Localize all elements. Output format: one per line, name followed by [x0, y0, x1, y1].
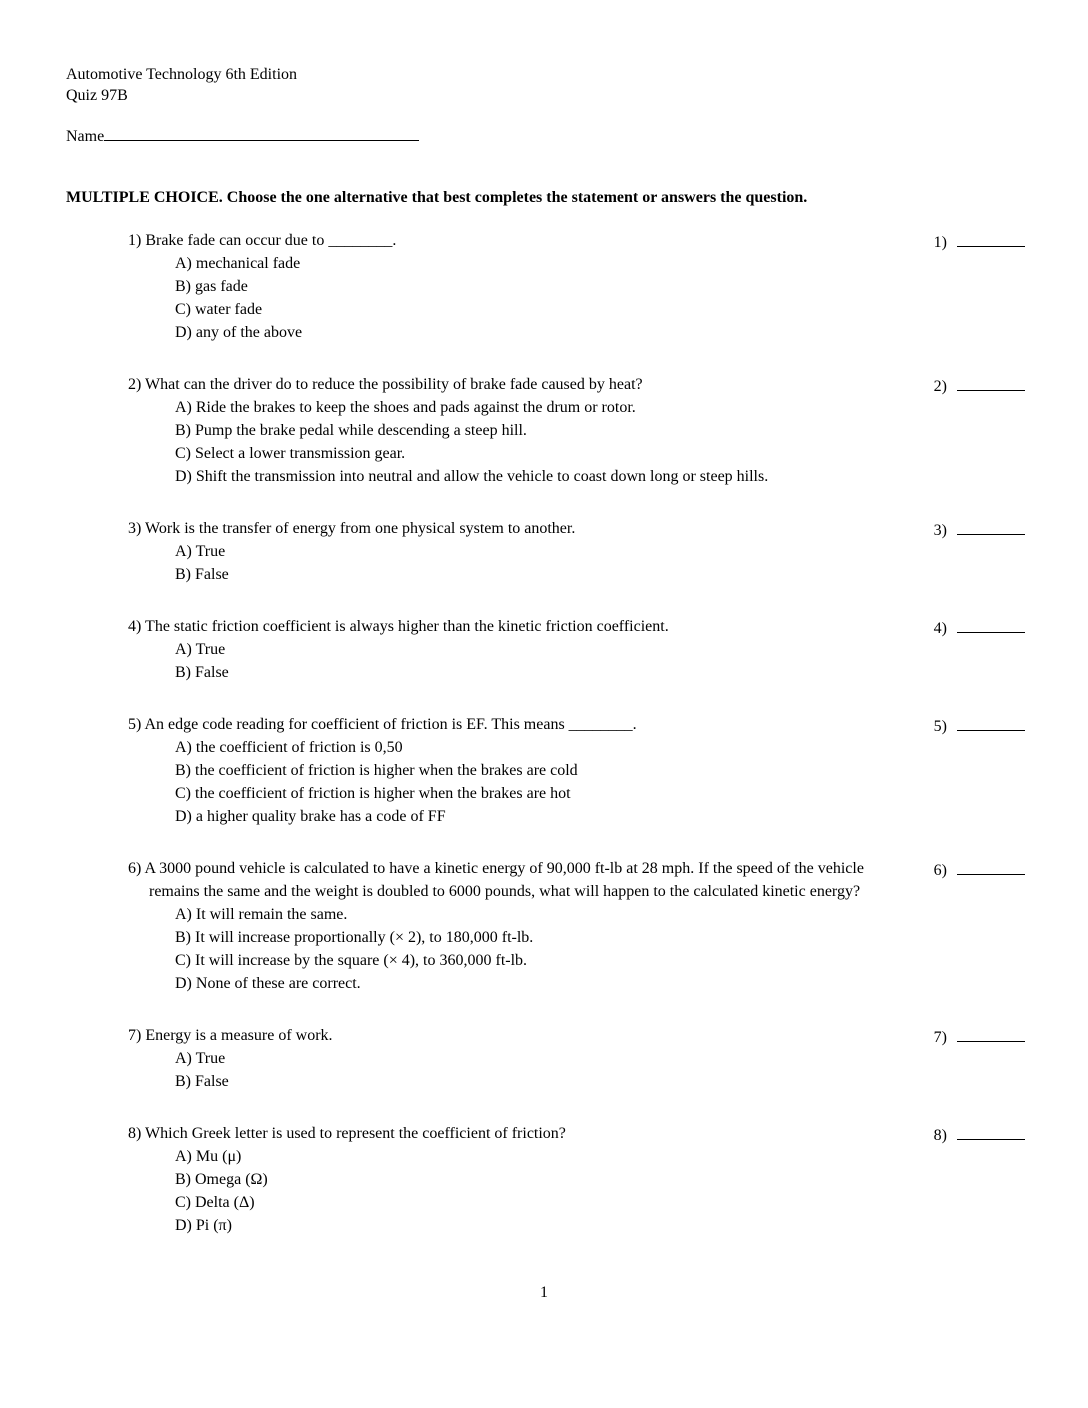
page-number: 1	[540, 1284, 548, 1301]
answer-blank-line	[957, 373, 1025, 391]
question-main	[128, 857, 910, 995]
questions-list	[66, 229, 1025, 1237]
answer-number: 1)	[933, 234, 947, 251]
question-text	[128, 517, 910, 540]
choice-option: C) Delta (Δ)	[175, 1194, 255, 1211]
question-main	[128, 229, 910, 344]
question-prompt: An edge code reading for coefficient of friction is EF. This means ________.	[144, 716, 637, 733]
question-prompt: Which Greek letter is used to represent the coefficient of friction?	[145, 1125, 566, 1142]
choices-list	[128, 540, 910, 586]
answer-area	[934, 615, 1025, 640]
choice-option: C) water fade	[175, 301, 263, 318]
choices-list	[128, 252, 910, 344]
question-text	[128, 713, 910, 736]
answer-number: 5)	[933, 718, 947, 735]
question-text	[128, 857, 910, 903]
choices-list	[128, 638, 910, 684]
choice-option: B) Omega (Ω)	[175, 1171, 268, 1188]
question-block	[128, 517, 1025, 586]
question-text	[128, 1122, 910, 1145]
question-main	[128, 713, 910, 828]
choice-option: A) mechanical fade	[175, 255, 301, 272]
question-number: 3)	[128, 520, 142, 537]
name-row	[66, 126, 1025, 147]
answer-area	[934, 1122, 1025, 1147]
answer-area	[934, 517, 1025, 542]
answer-blank-line	[957, 857, 1025, 875]
question-prompt: Brake fade can occur due to ________.	[145, 232, 397, 249]
choice-option: A) True	[175, 641, 226, 658]
choice-option: B) Pump the brake pedal while descending a steep hill.	[175, 422, 527, 439]
answer-blank-line	[957, 713, 1025, 731]
choices-list	[128, 1047, 910, 1093]
name-label: Name	[66, 128, 105, 145]
choice-option: C) Select a lower transmission gear.	[175, 445, 406, 462]
choice-option: C) the coefficient of friction is higher when the brakes are hot	[175, 785, 571, 802]
question-number: 6)	[128, 860, 142, 877]
answer-area	[934, 1024, 1025, 1049]
page-footer	[0, 1283, 1088, 1303]
question-block	[128, 1024, 1025, 1093]
question-text	[128, 615, 910, 638]
question-prompt: Work is the transfer of energy from one physical system to another.	[145, 520, 576, 537]
question-block	[128, 857, 1025, 995]
question-text	[128, 229, 910, 252]
choice-option: D) any of the above	[175, 324, 303, 341]
question-block	[128, 615, 1025, 684]
question-main	[128, 517, 910, 586]
question-number: 7)	[128, 1027, 142, 1044]
question-prompt: Energy is a measure of work.	[145, 1027, 333, 1044]
answer-number: 4)	[933, 620, 947, 637]
choices-list	[128, 396, 910, 488]
choice-option: B) False	[175, 566, 229, 583]
answer-number: 8)	[933, 1127, 947, 1144]
answer-blank-line	[957, 1122, 1025, 1140]
answer-area	[934, 857, 1025, 882]
choice-option: A) True	[175, 1050, 226, 1067]
document-header	[66, 64, 1025, 106]
choice-option: B) gas fade	[175, 278, 248, 295]
choice-option: A) Mu (μ)	[175, 1148, 242, 1165]
question-main	[128, 373, 910, 488]
question-block	[128, 1122, 1025, 1237]
choice-option: B) the coefficient of friction is higher when the brakes are cold	[175, 762, 578, 779]
choice-option: B) False	[175, 664, 229, 681]
choice-option: D) a higher quality brake has a code of FF	[175, 808, 446, 825]
answer-area	[934, 713, 1025, 738]
question-prompt: The static friction coefficient is always higher than the kinetic friction coefficient.	[145, 618, 669, 635]
choices-list	[128, 1145, 910, 1237]
choice-option: D) None of these are correct.	[175, 975, 361, 992]
quiz-title: Quiz 97B	[66, 87, 128, 104]
question-prompt: What can the driver do to reduce the possibility of brake fade caused by heat?	[145, 376, 643, 393]
answer-area	[934, 373, 1025, 398]
choice-option: C) It will increase by the square (× 4), to 360,000 ft-lb.	[175, 952, 528, 969]
choices-list	[128, 736, 910, 828]
choices-list	[128, 903, 910, 995]
question-number: 5)	[128, 716, 142, 733]
question-text	[128, 1024, 910, 1047]
book-title: Automotive Technology 6th Edition	[66, 66, 298, 83]
answer-blank-line	[957, 1024, 1025, 1042]
choice-option: B) It will increase proportionally (× 2), to 180,000 ft-lb.	[175, 929, 534, 946]
question-number: 1)	[128, 232, 142, 249]
question-block	[128, 713, 1025, 828]
question-text	[128, 373, 910, 396]
answer-area	[934, 229, 1025, 254]
answer-number: 7)	[933, 1029, 947, 1046]
answer-number: 2)	[933, 378, 947, 395]
answer-blank-line	[957, 615, 1025, 633]
question-main	[128, 615, 910, 684]
answer-number: 3)	[933, 522, 947, 539]
question-number: 4)	[128, 618, 142, 635]
choice-option: B) False	[175, 1073, 229, 1090]
question-main	[128, 1024, 910, 1093]
name-blank-line	[104, 126, 419, 141]
answer-number: 6)	[933, 862, 947, 879]
choice-option: A) the coefficient of friction is 0,50	[175, 739, 403, 756]
question-main	[128, 1122, 910, 1237]
answer-blank-line	[957, 229, 1025, 247]
choice-option: A) It will remain the same.	[175, 906, 348, 923]
question-number: 2)	[128, 376, 142, 393]
choice-option: A) Ride the brakes to keep the shoes and pads against the drum or rotor.	[175, 399, 636, 416]
question-block	[128, 373, 1025, 488]
instructions: MULTIPLE CHOICE. Choose the one alternative that best completes the statement or answers the question.	[66, 189, 808, 206]
question-number: 8)	[128, 1125, 142, 1142]
question-block	[128, 229, 1025, 344]
answer-blank-line	[957, 517, 1025, 535]
choice-option: A) True	[175, 543, 226, 560]
choice-option: D) Pi (π)	[175, 1217, 232, 1234]
question-prompt: A 3000 pound vehicle is calculated to have a kinetic energy of 90,000 ft-lb at 28 mph. If the speed of the vehicle remains the same and the weight is doubled to 6000 pounds, what will happen to the calculated kinetic energy?	[144, 860, 864, 900]
choice-option: D) Shift the transmission into neutral and allow the vehicle to coast down long or steep hills.	[175, 468, 769, 485]
